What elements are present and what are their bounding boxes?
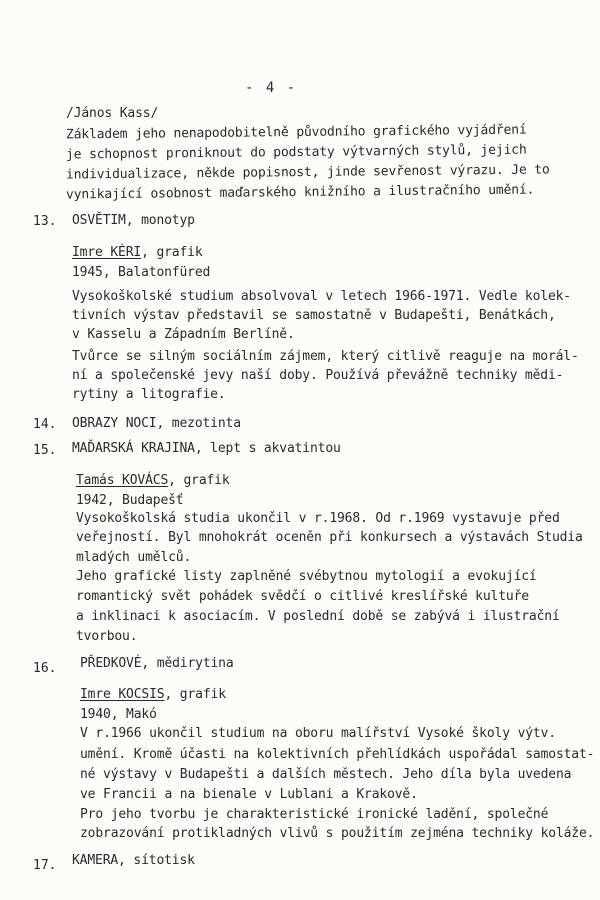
- text-line: Vysokoškolské studium absolvoval v letech 1966-1971. Vedle kolek-: [72, 289, 571, 304]
- text-line: vynikající osobnost maďarského knižního a ilustračního umění.: [65, 182, 535, 203]
- text-line: V r.1966 ukončil studium na oboru malířství Vysoké školy výtv.: [80, 726, 556, 741]
- text-line: tivních výstav představil se samostatně v Budapešti, Benátkách,: [72, 308, 556, 323]
- artist-heading: [76, 473, 230, 489]
- artist-role: , grafik: [164, 687, 226, 702]
- text-line: individualizace, někde popisnost, jinde sevřenost výrazu. Je to: [65, 162, 550, 183]
- entry-title: PŘEDKOVÉ, mědirytina: [80, 656, 234, 671]
- text-line: Jeho grafické listy zaplněné svébytnou mytologií a evokující: [76, 569, 537, 584]
- artist-name: Tamás KOVÁCS: [76, 473, 169, 488]
- text-line: Pro jeho tvorbu je charakteristické ironické ladění, společné: [80, 807, 549, 822]
- entry-number: 15.: [33, 443, 57, 458]
- text-line: Základem jeho nenapodobitelně původního grafického vyjádření: [65, 122, 527, 143]
- entry-title: MAĎARSKÁ KRAJINA, lept s akvatintou: [72, 441, 341, 456]
- text-line: zobrazování protikladných vlivů s použitím zejména techniky koláže.: [80, 826, 595, 841]
- text-line: a inklinaci k asociacím. V poslední době se zabývá i ilustrační: [76, 609, 560, 624]
- text-line: veřejností. Byl mnohokrát oceněn při konkursech a výstavách Studia: [76, 530, 583, 545]
- entry-title: OBRAZY NOCI, mezotinta: [72, 416, 241, 431]
- artist-born: 1942, Budapešť: [76, 493, 184, 508]
- entry-number: 14.: [33, 417, 57, 432]
- artist-heading: [80, 687, 226, 703]
- entry-title: KAMERA, sítotisk: [72, 853, 195, 868]
- entry-number: 13.: [33, 214, 57, 229]
- entry-number: 17.: [33, 858, 57, 873]
- page-number: - 4 -: [245, 80, 298, 96]
- text-line: mladých umělců.: [76, 550, 192, 565]
- entry-title: OSVĚTIM, monotyp: [72, 213, 195, 228]
- text-line: umění. Kromě účasti na kolektivních přehlídkách uspořádal samostat-: [80, 747, 595, 762]
- text-line: rytiny a litografie.: [72, 387, 226, 402]
- text-line: tvorbou.: [76, 629, 138, 644]
- text-line: Vysokoškolská studia ukončil v r.1968. Od r.1969 vystavuje před: [76, 511, 560, 526]
- text-line: v Kasselu a Západním Berlíně.: [72, 327, 295, 342]
- entry-number: 16.: [33, 661, 57, 676]
- artist-name: Imre KÉRI: [72, 245, 142, 260]
- artist-heading: [72, 245, 203, 261]
- text-line: né výstavy v Budapešti a dalších městech. Jeho díla byla uvedena: [80, 767, 572, 782]
- text-line: romantický svět pohádek svědčí o citlivé kreslířské kultuře: [76, 589, 529, 604]
- artist-role: , grafik: [141, 245, 203, 260]
- text-line: Tvůrce se silným sociálním zájmem, který citlivě reaguje na morál-: [72, 349, 579, 364]
- artist-role: , grafik: [168, 473, 230, 488]
- text-line: ve Francii a na bienale v Lublani a Krakově.: [80, 787, 418, 802]
- text-line: ní a společenské jevy naší doby. Používá převážně techniky mědi-: [72, 368, 564, 383]
- text-line: je schopnost proniknout do podstaty výtvarných stylů, jejich: [65, 142, 527, 163]
- artist-name: Imre KOCSIS: [80, 687, 165, 702]
- artist-born: 1945, Balatonfüred: [72, 265, 211, 280]
- artist-born: 1940, Makó: [80, 707, 157, 722]
- author-reference: /János Kass/: [66, 106, 159, 121]
